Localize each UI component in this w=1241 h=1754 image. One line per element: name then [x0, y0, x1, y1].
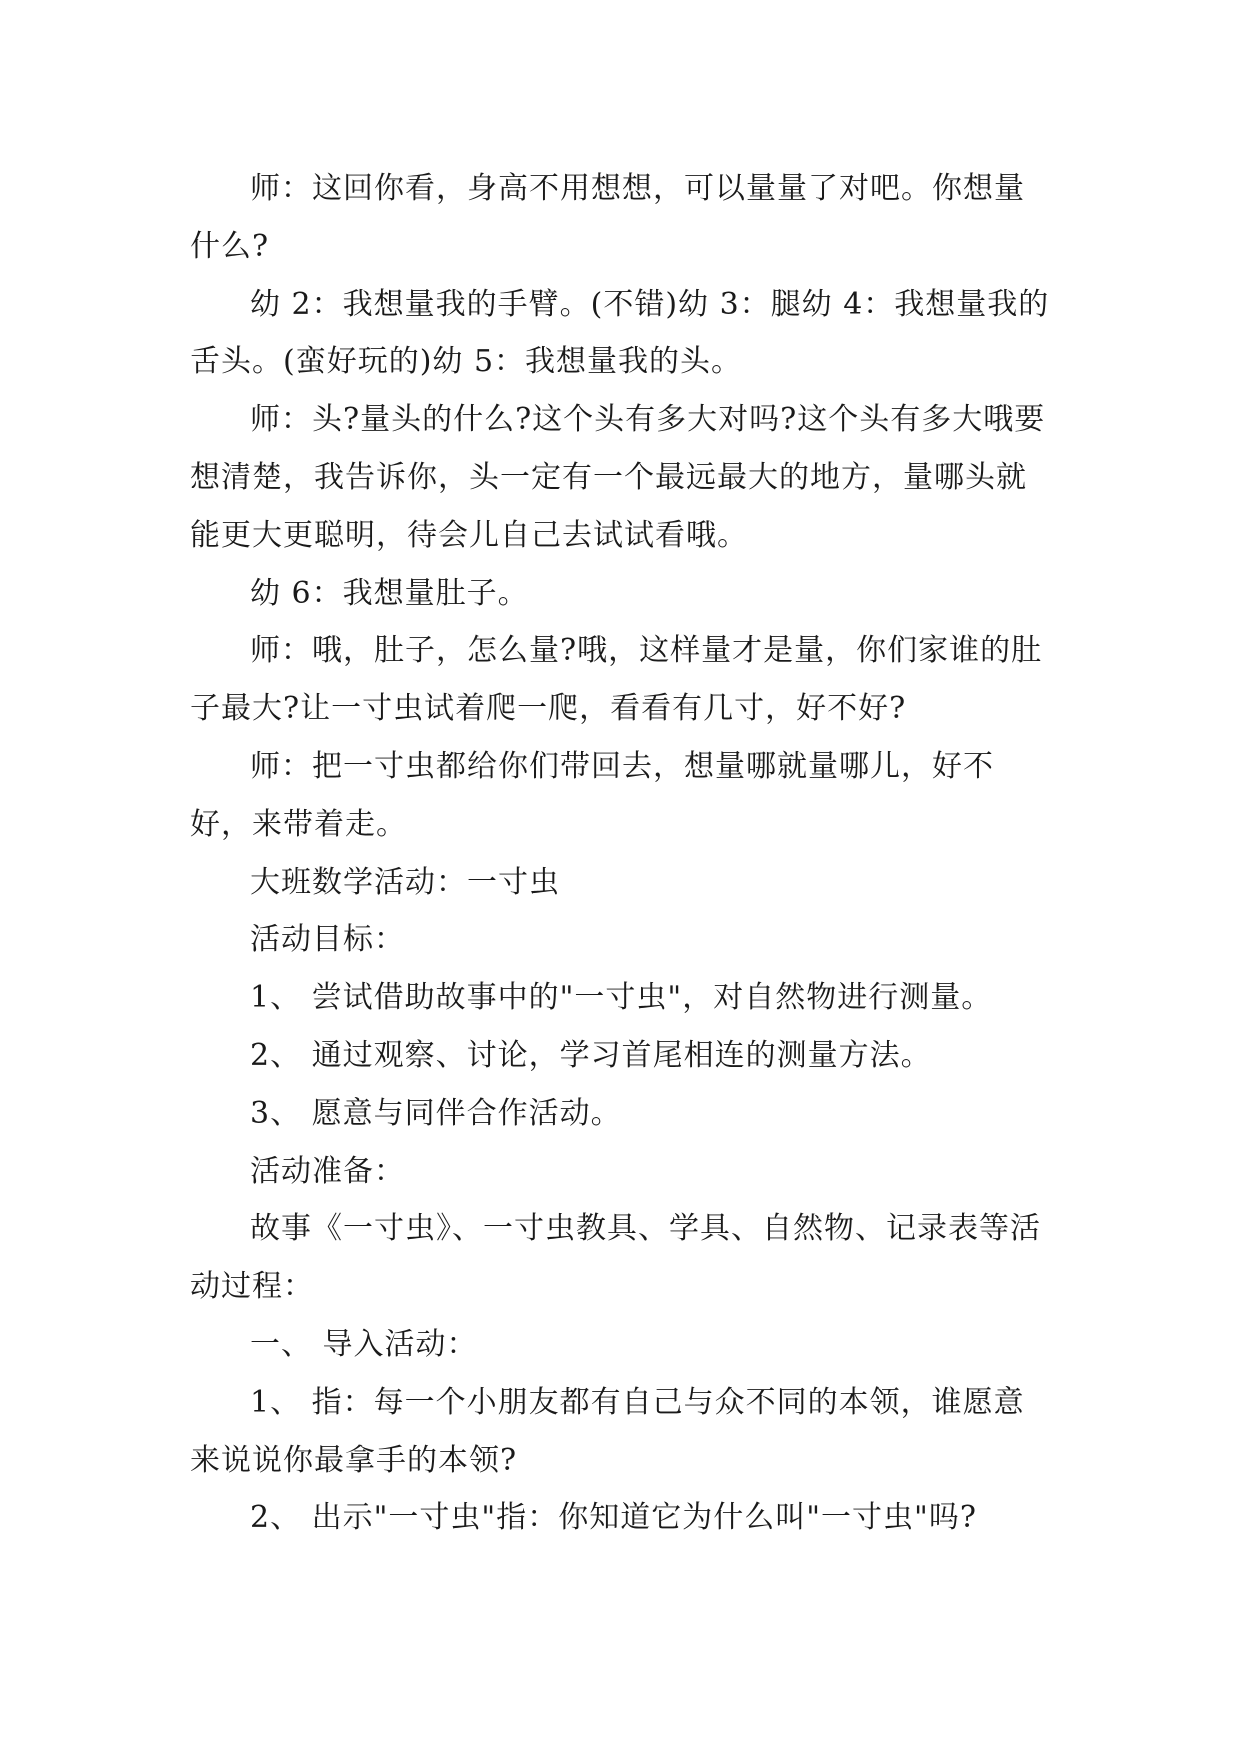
- document-body: [190, 160, 1050, 1547]
- section-heading: 活动准备：: [250, 1153, 405, 1189]
- list-item: 1、 指：每一个小朋友都有自己与众不同的本领，谁愿意来说说你最拿手的本领?: [190, 1384, 1025, 1478]
- paragraph: 故事《一寸虫》、一寸虫教具、学具、自然物、记录表等活动过程：: [190, 1211, 1041, 1305]
- list-item: 1、 尝试借助故事中的"一寸虫"，对自然物进行测量。: [250, 980, 993, 1016]
- list-item: 3、 愿意与同伴合作活动。: [250, 1095, 622, 1131]
- paragraph: 师：这回你看，身高不用想想，可以量量了对吧。你想量什么?: [190, 171, 1025, 264]
- paragraph: 师：头?量头的什么?这个头有多大对吗?这个头有多大哦要想清楚，我告诉你，头一定有一个最远最大的地方，量哪头就能更大更聪明，待会儿自己去试试看哦。: [190, 402, 1046, 553]
- paragraph: 幼 2：我想量我的手臂。(不错)幼 3：腿幼 4：我想量我的舌头。(蛮好玩的)幼 5：我想量我的头。: [190, 286, 1050, 380]
- list-item: 2、 通过观察、讨论，学习首尾相连的测量方法。: [250, 1037, 932, 1073]
- paragraph: 师：哦，肚子，怎么量?哦，这样量才是量，你们家谁的肚子最大?让一寸虫试着爬一爬，看看有几寸，好不好?: [190, 633, 1043, 727]
- section-title: 大班数学活动：一寸虫: [250, 864, 560, 900]
- section-heading: 活动目标：: [250, 922, 405, 958]
- paragraph: 师：把一寸虫都给你们带回去，想量哪就量哪儿，好不好，来带着走。: [190, 748, 994, 842]
- section-heading: 一、 导入活动：: [250, 1326, 478, 1362]
- paragraph: 幼 6：我想量肚子。: [250, 575, 529, 611]
- list-item: 2、 出示"一寸虫"指：你知道它为什么叫"一寸虫"吗?: [250, 1500, 977, 1536]
